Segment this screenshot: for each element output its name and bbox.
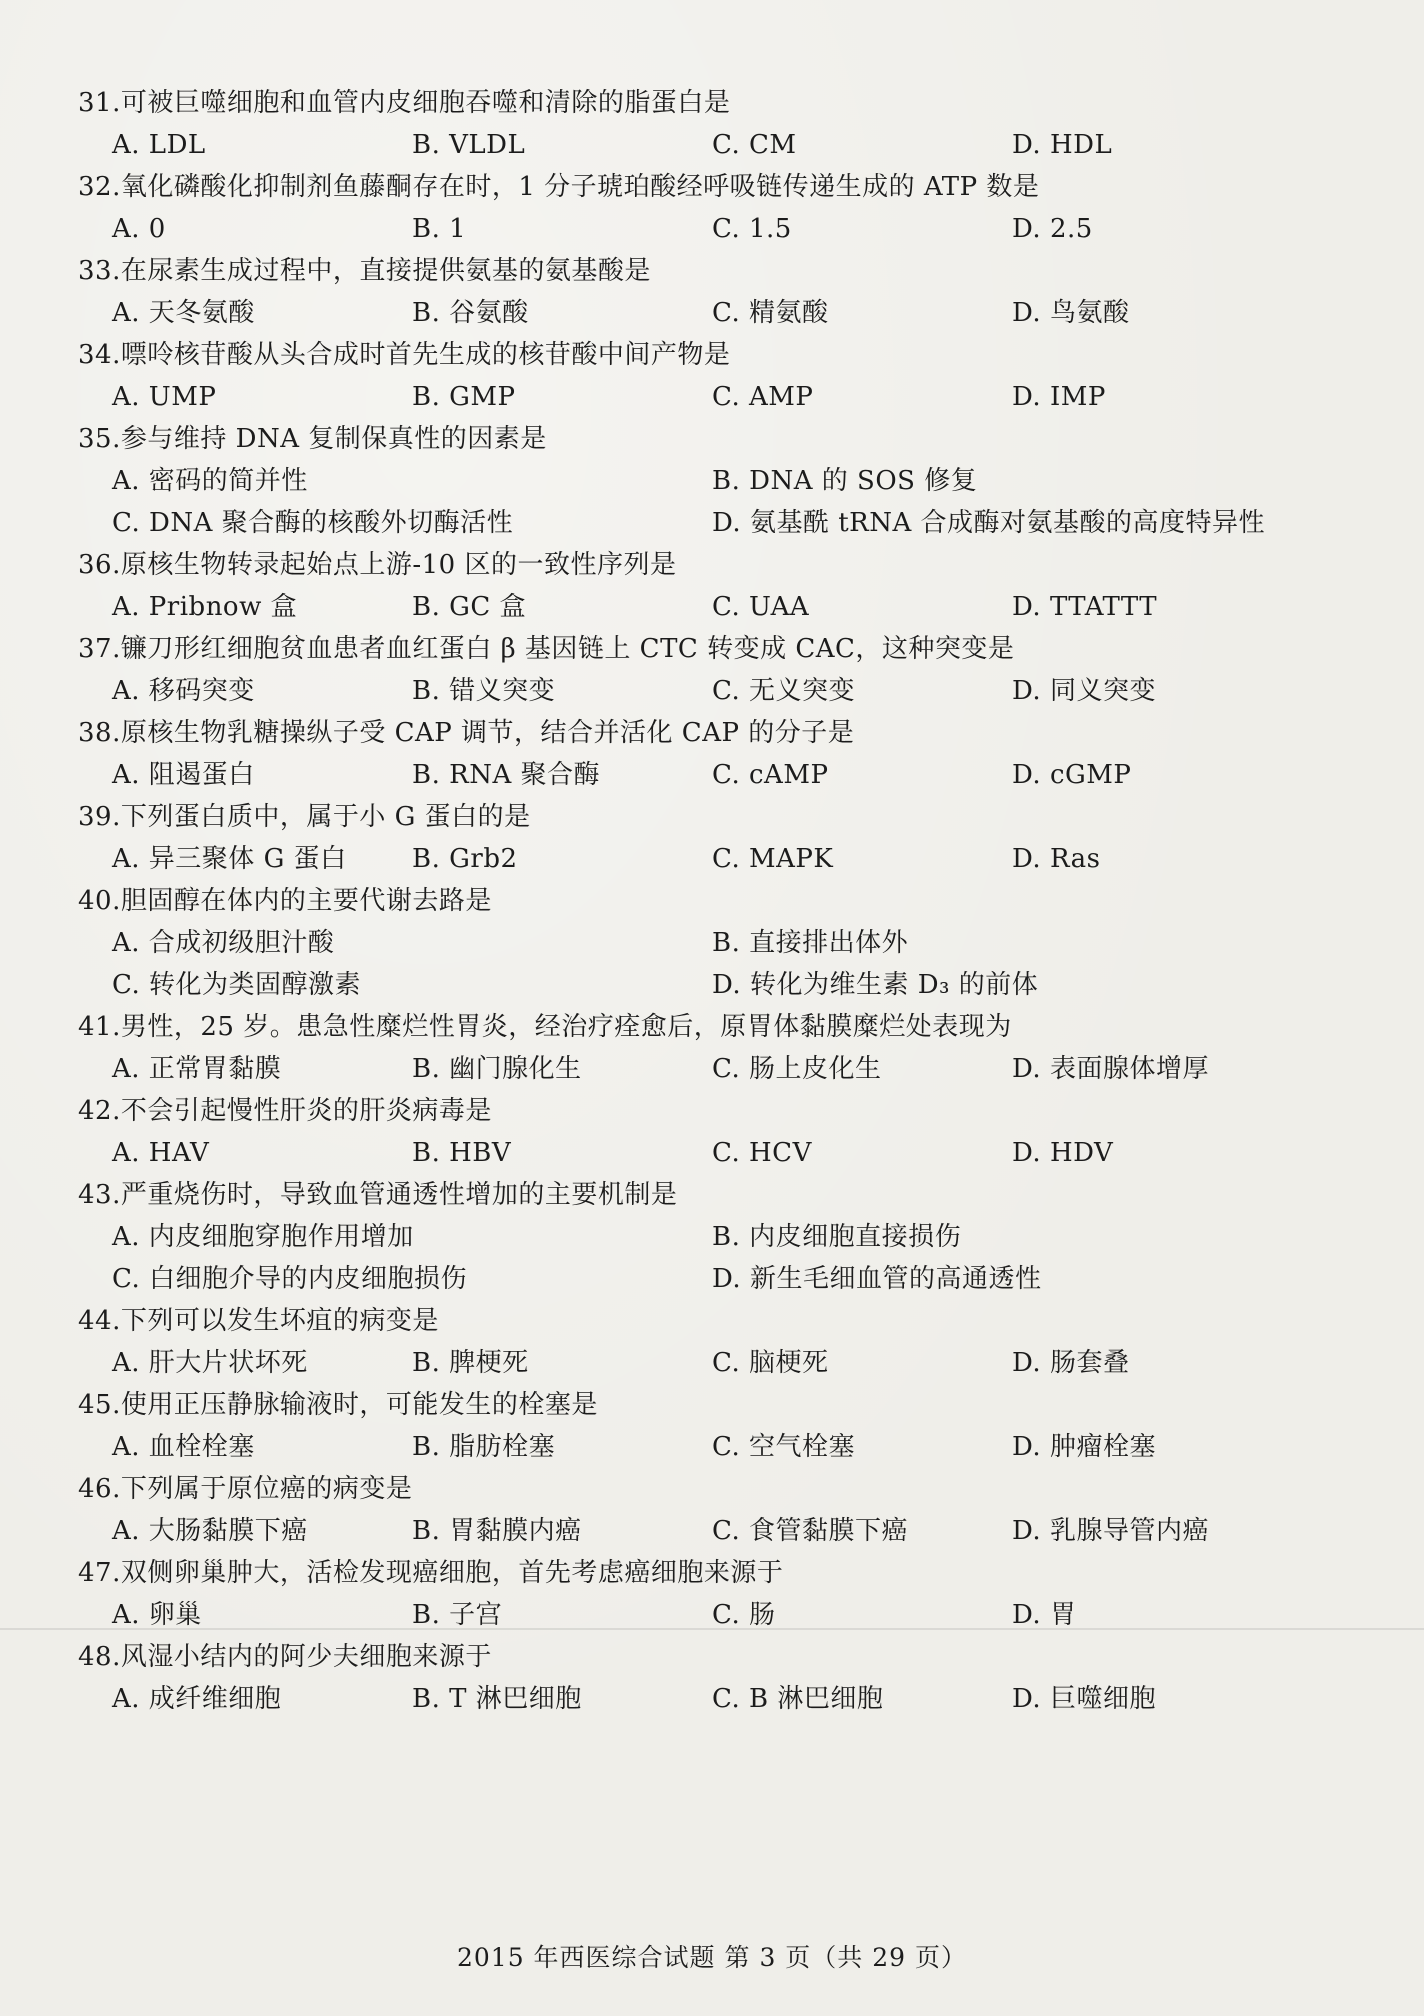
answer-option: C. 食管黏膜下癌 xyxy=(712,1516,908,1546)
answer-option: C. 肠上皮化生 xyxy=(712,1054,882,1084)
answer-option: B. 幽门腺化生 xyxy=(412,1054,582,1084)
question-item xyxy=(78,1468,1378,1552)
question-stem: 37.镰刀形红细胞贫血患者血红蛋白 β 基因链上 CTC 转变成 CAC，这种突变是 xyxy=(78,634,1015,664)
question-item xyxy=(78,628,1378,712)
answer-option: A. 密码的简并性 xyxy=(112,466,308,496)
answer-option: B. DNA 的 SOS 修复 xyxy=(712,466,978,496)
answer-option: B. T 淋巴细胞 xyxy=(412,1684,582,1714)
answer-option: C. 肠 xyxy=(712,1600,776,1630)
question-stem: 40.胆固醇在体内的主要代谢去路是 xyxy=(78,886,492,916)
answer-option: D. 肠套叠 xyxy=(1012,1348,1130,1378)
answer-option: D. 胃 xyxy=(1012,1600,1077,1630)
answer-option: C. AMP xyxy=(712,382,814,412)
answer-option: B. HBV xyxy=(412,1138,512,1168)
answer-option: A. 正常胃黏膜 xyxy=(112,1054,282,1084)
option-group xyxy=(78,1342,1378,1384)
question-stem: 45.使用正压静脉输液时，可能发生的栓塞是 xyxy=(78,1390,598,1420)
question-item xyxy=(78,166,1378,250)
option-group xyxy=(78,670,1378,712)
question-stem: 36.原核生物转录起始点上游-10 区的一致性序列是 xyxy=(78,550,677,580)
answer-option: C. 脑梗死 xyxy=(712,1348,829,1378)
answer-option: C. cAMP xyxy=(712,760,829,790)
answer-option: B. 错义突变 xyxy=(412,676,556,706)
answer-option: D. 巨噬细胞 xyxy=(1012,1684,1156,1714)
answer-option: D. 2.5 xyxy=(1012,214,1093,244)
answer-option: B. 子宫 xyxy=(412,1600,503,1630)
question-item xyxy=(78,796,1378,880)
option-group xyxy=(78,754,1378,796)
answer-option: D. HDV xyxy=(1012,1138,1114,1168)
answer-option: B. 1 xyxy=(412,214,467,244)
answer-option: D. 乳腺导管内癌 xyxy=(1012,1516,1209,1546)
question-item xyxy=(78,1552,1378,1636)
answer-option: C. 转化为类固醇激素 xyxy=(112,970,361,1000)
page-footer: 2015 年西医综合试题 第 3 页（共 29 页） xyxy=(456,1943,968,1972)
option-group xyxy=(78,376,1378,418)
answer-option: C. 精氨酸 xyxy=(712,298,829,328)
answer-option: D. cGMP xyxy=(1012,760,1132,790)
answer-option: A. LDL xyxy=(112,130,206,160)
option-group xyxy=(78,1678,1378,1720)
question-stem: 47.双侧卵巢肿大，活检发现癌细胞，首先考虑癌细胞来源于 xyxy=(78,1558,784,1588)
question-stem: 31.可被巨噬细胞和血管内皮细胞吞噬和清除的脂蛋白是 xyxy=(78,88,731,118)
option-group xyxy=(78,1510,1378,1552)
question-stem: 44.下列可以发生坏疽的病变是 xyxy=(78,1306,439,1336)
answer-option: D. 同义突变 xyxy=(1012,676,1156,706)
answer-option: A. 卵巢 xyxy=(112,1600,202,1630)
question-stem: 46.下列属于原位癌的病变是 xyxy=(78,1474,413,1504)
option-group xyxy=(78,1048,1378,1090)
answer-option: C. HCV xyxy=(712,1138,812,1168)
question-item xyxy=(78,1636,1378,1720)
question-item xyxy=(78,1174,1378,1300)
answer-option: D. 表面腺体增厚 xyxy=(1012,1054,1209,1084)
answer-option: D. 肿瘤栓塞 xyxy=(1012,1432,1156,1462)
answer-option: C. 空气栓塞 xyxy=(712,1432,855,1462)
answer-option: D. Ras xyxy=(1012,844,1101,874)
option-group xyxy=(78,208,1378,250)
option-group xyxy=(78,124,1378,166)
answer-option: A. 天冬氨酸 xyxy=(112,298,255,328)
answer-option: D. IMP xyxy=(1012,382,1106,412)
question-item xyxy=(78,1384,1378,1468)
answer-option: C. B 淋巴细胞 xyxy=(712,1684,884,1714)
answer-option: A. 0 xyxy=(112,214,166,244)
answer-option: A. 阻遏蛋白 xyxy=(112,760,255,790)
option-group xyxy=(78,586,1378,628)
question-item xyxy=(78,1090,1378,1174)
question-stem: 43.严重烧伤时，导致血管通透性增加的主要机制是 xyxy=(78,1180,678,1210)
question-item xyxy=(78,334,1378,418)
question-stem: 42.不会引起慢性肝炎的肝炎病毒是 xyxy=(78,1096,492,1126)
answer-option: A. Pribnow 盒 xyxy=(112,592,298,622)
answer-option: C. 无义突变 xyxy=(712,676,855,706)
answer-option: C. UAA xyxy=(712,592,810,622)
answer-option: B. VLDL xyxy=(412,130,526,160)
answer-option: B. RNA 聚合酶 xyxy=(412,760,601,790)
answer-option: A. 大肠黏膜下癌 xyxy=(112,1516,308,1546)
question-item xyxy=(78,712,1378,796)
question-stem: 32.氧化磷酸化抑制剂鱼藤酮存在时，1 分子琥珀酸经呼吸链传递生成的 ATP 数是 xyxy=(78,172,1040,202)
question-stem: 33.在尿素生成过程中，直接提供氨基的氨基酸是 xyxy=(78,256,651,286)
question-stem: 35.参与维持 DNA 复制保真性的因素是 xyxy=(78,424,547,454)
answer-option: C. CM xyxy=(712,130,797,160)
question-item xyxy=(78,250,1378,334)
answer-option: B. 胃黏膜内癌 xyxy=(412,1516,582,1546)
answer-option: B. 直接排出体外 xyxy=(712,928,909,958)
option-group xyxy=(78,922,1378,1006)
answer-option: B. 脂肪栓塞 xyxy=(412,1432,556,1462)
question-stem: 41.男性，25 岁。患急性糜烂性胃炎，经治疗痊愈后，原胃体黏膜糜烂处表现为 xyxy=(78,1012,1012,1042)
answer-option: C. MAPK xyxy=(712,844,834,874)
answer-option: D. 转化为维生素 D₃ 的前体 xyxy=(712,970,1039,1000)
question-stem: 39.下列蛋白质中，属于小 G 蛋白的是 xyxy=(78,802,531,832)
answer-option: A. 肝大片状坏死 xyxy=(112,1348,308,1378)
option-group xyxy=(78,838,1378,880)
answer-option: A. 内皮细胞穿胞作用增加 xyxy=(112,1222,414,1252)
question-list xyxy=(78,82,1378,1720)
answer-option: A. 移码突变 xyxy=(112,676,255,706)
answer-option: D. 氨基酰 tRNA 合成酶对氨基酸的高度特异性 xyxy=(712,508,1266,538)
answer-option: D. HDL xyxy=(1012,130,1113,160)
question-stem: 34.嘌呤核苷酸从头合成时首先生成的核苷酸中间产物是 xyxy=(78,340,731,370)
answer-option: A. 成纤维细胞 xyxy=(112,1684,282,1714)
question-item xyxy=(78,418,1378,544)
option-group xyxy=(78,292,1378,334)
answer-option: B. GMP xyxy=(412,382,516,412)
answer-option: A. 合成初级胆汁酸 xyxy=(112,928,335,958)
option-group xyxy=(78,1132,1378,1174)
option-group xyxy=(78,1426,1378,1468)
answer-option: D. 新生毛细血管的高通透性 xyxy=(712,1264,1042,1294)
question-item xyxy=(78,544,1378,628)
answer-option: B. 谷氨酸 xyxy=(412,298,529,328)
question-stem: 48.风湿小结内的阿少夫细胞来源于 xyxy=(78,1642,492,1672)
answer-option: C. 白细胞介导的内皮细胞损伤 xyxy=(112,1264,467,1294)
answer-option: D. TTATTT xyxy=(1012,592,1158,622)
question-stem: 38.原核生物乳糖操纵子受 CAP 调节，结合并活化 CAP 的分子是 xyxy=(78,718,855,748)
option-group xyxy=(78,460,1378,544)
question-item xyxy=(78,1006,1378,1090)
answer-option: C. 1.5 xyxy=(712,214,792,244)
answer-option: D. 鸟氨酸 xyxy=(1012,298,1130,328)
page-fold-line xyxy=(0,1628,1424,1630)
answer-option: B. 内皮细胞直接损伤 xyxy=(712,1222,962,1252)
answer-option: A. UMP xyxy=(112,382,217,412)
answer-option: C. DNA 聚合酶的核酸外切酶活性 xyxy=(112,508,514,538)
answer-option: A. HAV xyxy=(112,1138,210,1168)
question-item xyxy=(78,1300,1378,1384)
option-group xyxy=(78,1216,1378,1300)
answer-option: B. 脾梗死 xyxy=(412,1348,529,1378)
answer-option: B. Grb2 xyxy=(412,844,518,874)
answer-option: A. 异三聚体 G 蛋白 xyxy=(112,844,347,874)
question-item xyxy=(78,82,1378,166)
question-item xyxy=(78,880,1378,1006)
answer-option: B. GC 盒 xyxy=(412,592,527,622)
answer-option: A. 血栓栓塞 xyxy=(112,1432,255,1462)
